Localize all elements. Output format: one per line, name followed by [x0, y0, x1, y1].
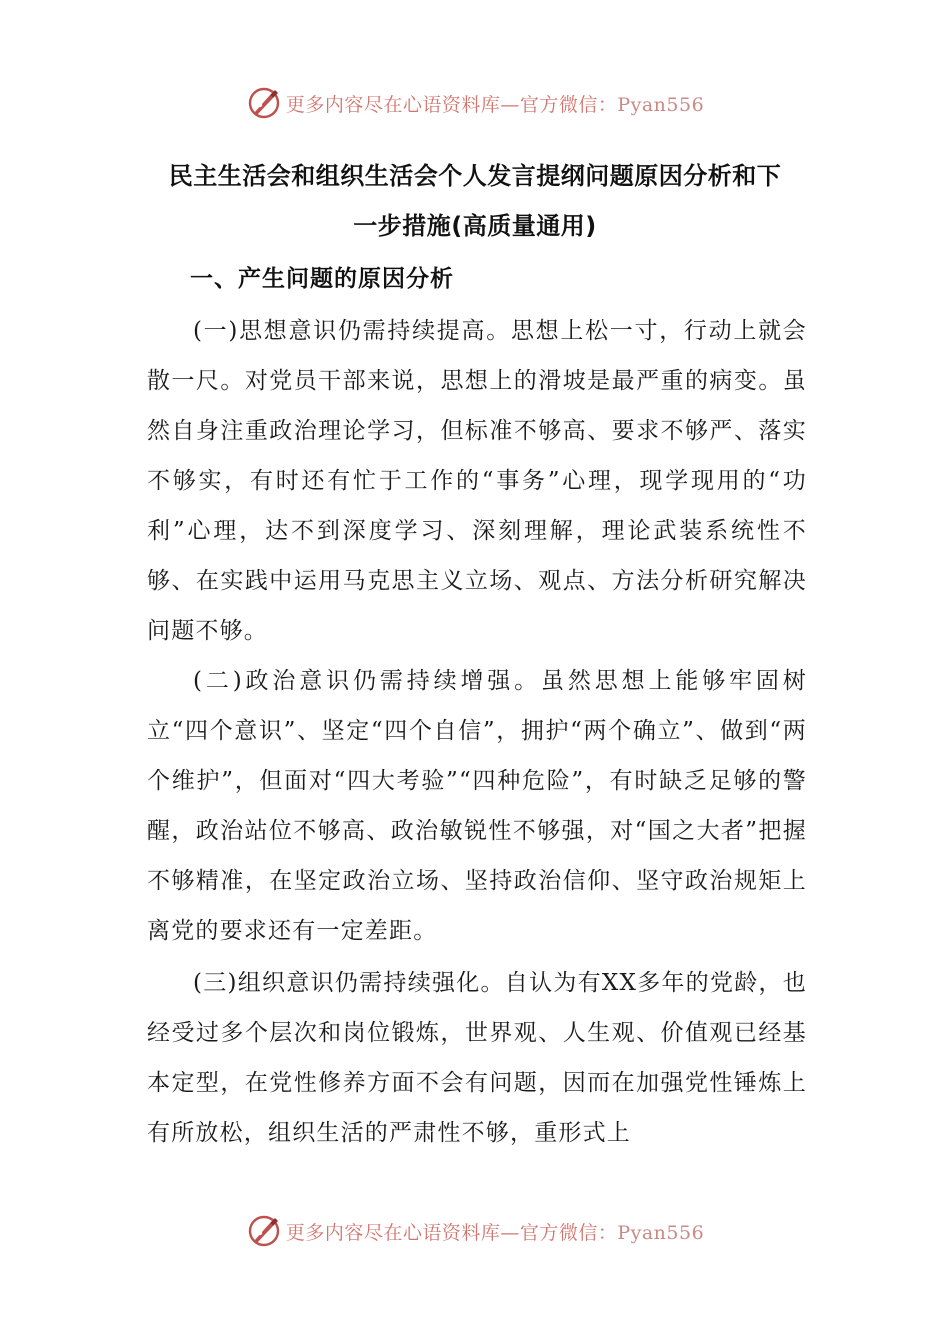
watermark-banner-bottom	[0, 1208, 950, 1254]
watermark-wechat-id: Pyan556	[617, 93, 705, 116]
watermark-text: 更多内容尽在心语资料库—官方微信：Pyan556	[285, 1221, 705, 1244]
document-title-line-2: 一步措施(高质量通用)	[353, 212, 597, 240]
pen-circle-logo-icon	[246, 85, 282, 121]
paragraph-3: (三)组织意识仍需持续强化。自认为有XX多年的党龄，也经受过多个层次和岗位锻炼，世界观、人生观、价值观已经基本定型，在党性修养方面不会有问题，因而在加强党性锤炼上有所放松，组织生活的严肃性不够，重形式上	[147, 970, 807, 1146]
section-heading: 一、产生问题的原因分析	[190, 266, 454, 292]
pen-circle-logo-icon	[246, 1213, 282, 1249]
watermark-text: 更多内容尽在心语资料库—官方微信：Pyan556	[285, 93, 705, 116]
paragraph-2: (二)政治意识仍需持续增强。虽然思想上能够牢固树立“四个意识”、坚定“四个自信”，拥护“两个确立”、做到“两个维护”，但面对“四大考验”“四种危险”，有时缺乏足够的警醒，政治站位不够高、政治敏锐性不够强，对“国之大者”把握不够精准，在坚定政治立场、坚持政治信仰、坚守政治规矩上离党的要求还有一定差距。	[147, 668, 807, 944]
document-title-line-1: 民主生活会和组织生活会个人发言提纲问题原因分析和下	[168, 162, 782, 190]
watermark-banner-top	[0, 80, 950, 126]
paragraph-1: (一)思想意识仍需持续提高。思想上松一寸，行动上就会散一尺。对党员干部来说，思想上的滑坡是最严重的病变。虽然自身注重政治理论学习，但标准不够高、要求不够严、落实不够实，有时还有忙于工作的“事务”心理，现学现用的“功利”心理，达不到深度学习、深刻理解，理论武装系统性不够、在实践中运用马克思主义立场、观点、方法分析研究解决问题不够。	[147, 318, 807, 644]
watermark-wechat-id: Pyan556	[617, 1221, 705, 1244]
